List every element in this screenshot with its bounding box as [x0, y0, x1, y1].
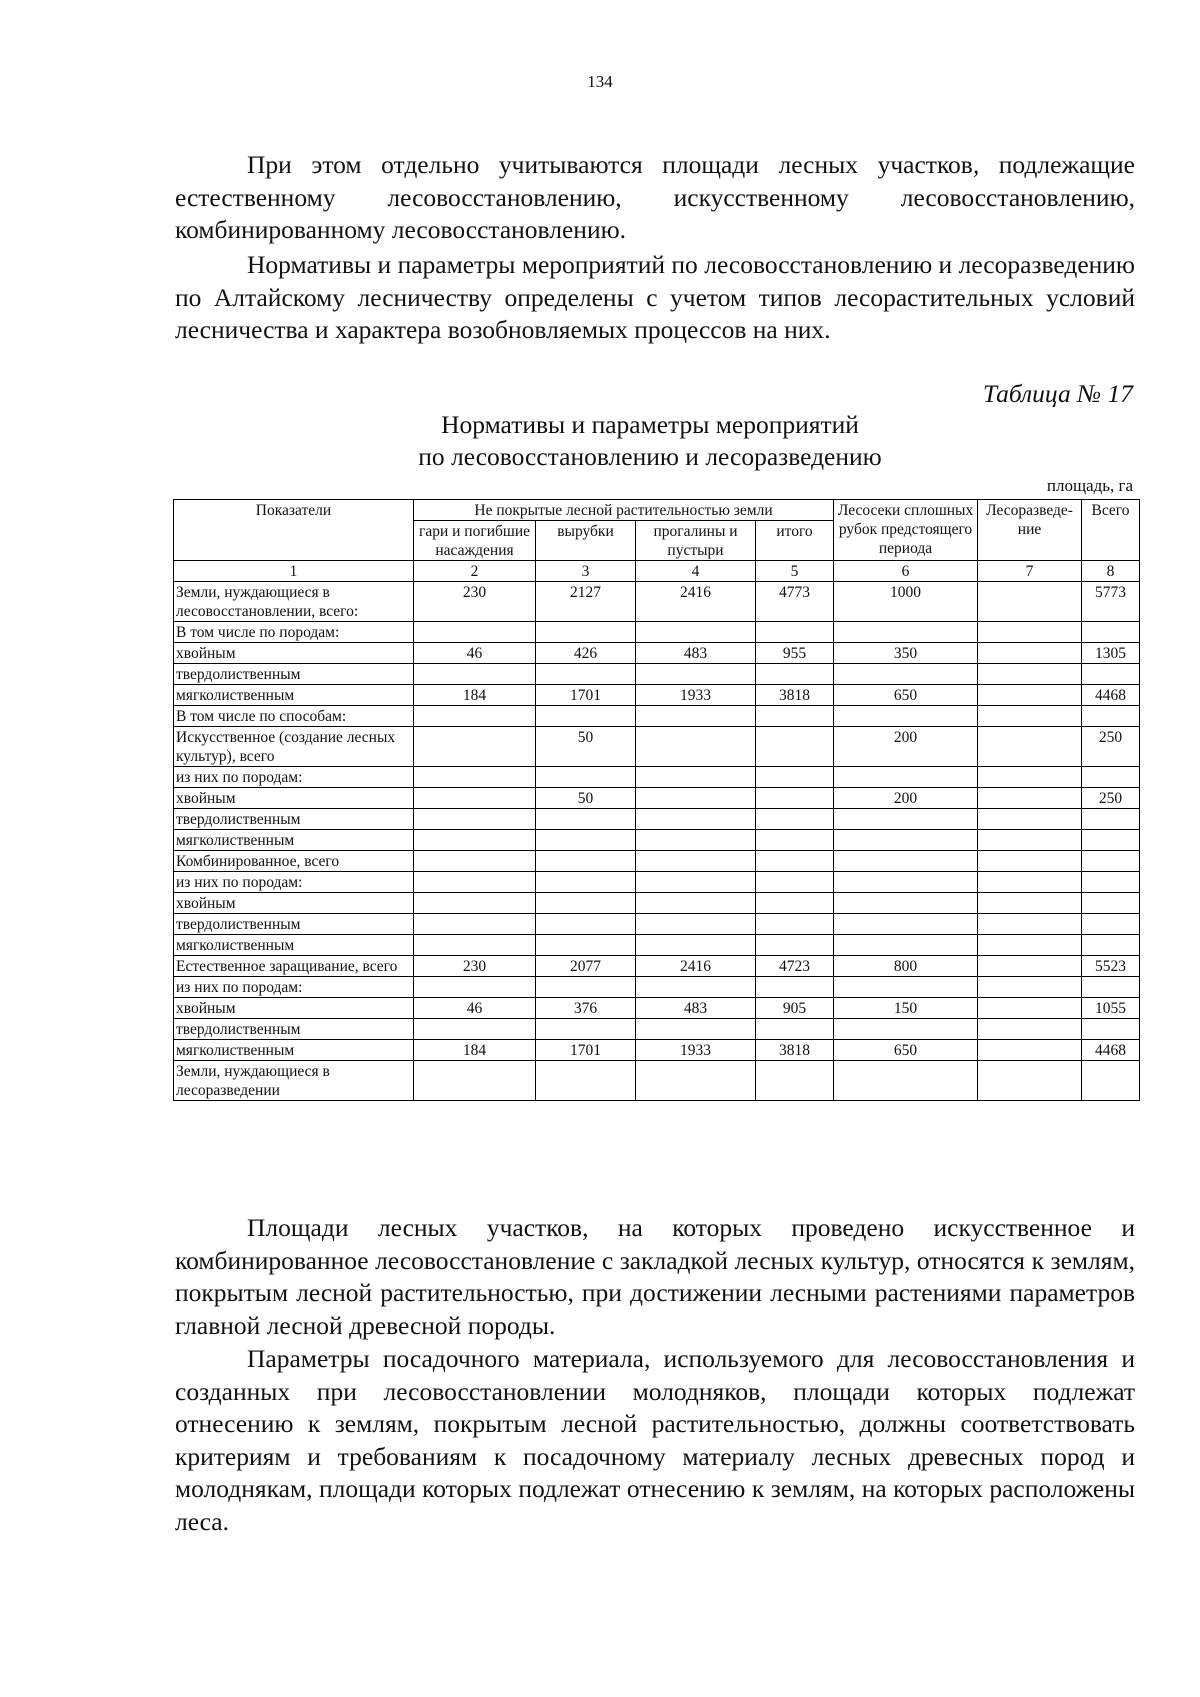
row-value: 2077 [536, 956, 636, 977]
row-label: твердолиственным [174, 809, 414, 830]
row-value: 184 [414, 685, 536, 706]
row-value [1082, 830, 1140, 851]
row-value [414, 872, 536, 893]
row-value [978, 622, 1082, 643]
row-value [536, 1061, 636, 1101]
row-value: 50 [536, 788, 636, 809]
row-value [834, 830, 978, 851]
row-value [978, 643, 1082, 664]
row-value [536, 767, 636, 788]
row-value [756, 893, 834, 914]
column-number: 2 [414, 561, 536, 582]
table-row [174, 977, 1140, 998]
table-row [174, 788, 1140, 809]
row-value [978, 1040, 1082, 1061]
row-value [834, 1019, 978, 1040]
row-value [414, 622, 536, 643]
table-row [174, 767, 1140, 788]
row-label: твердолиственным [174, 914, 414, 935]
row-value: 1933 [636, 685, 756, 706]
row-label: Естественное заращивание, всего [174, 956, 414, 977]
table-row [174, 582, 1140, 622]
row-value [1082, 1061, 1140, 1101]
table-row [174, 685, 1140, 706]
column-number: 4 [636, 561, 756, 582]
row-value [536, 706, 636, 727]
row-value [978, 914, 1082, 935]
table-row [174, 956, 1140, 977]
row-value [756, 788, 834, 809]
row-value [414, 809, 536, 830]
row-value [1082, 977, 1140, 998]
row-value [1082, 914, 1140, 935]
row-label: мягколиственным [174, 685, 414, 706]
row-value [1082, 935, 1140, 956]
table-row [174, 998, 1140, 1019]
table-row [174, 727, 1140, 767]
row-value: 4723 [756, 956, 834, 977]
row-value [756, 851, 834, 872]
row-value [978, 893, 1082, 914]
row-value [1082, 767, 1140, 788]
table-title-line-1: Нормативы и параметры мероприятий [441, 410, 859, 439]
row-label: мягколиственным [174, 830, 414, 851]
row-value [978, 998, 1082, 1019]
row-value [636, 706, 756, 727]
row-value [756, 809, 834, 830]
row-value [636, 1019, 756, 1040]
column-number: 1 [174, 561, 414, 582]
row-value [536, 977, 636, 998]
row-value: 483 [636, 643, 756, 664]
row-value [414, 893, 536, 914]
table-row [174, 622, 1140, 643]
row-value [978, 956, 1082, 977]
row-value: 4468 [1082, 1040, 1140, 1061]
table-row [174, 872, 1140, 893]
row-value [834, 809, 978, 830]
header-glades: прогалины и пустыри [636, 521, 756, 561]
row-value [636, 1061, 756, 1101]
row-value [756, 935, 834, 956]
row-value [414, 935, 536, 956]
row-value [414, 1019, 536, 1040]
table-body [174, 582, 1140, 1101]
row-value [978, 872, 1082, 893]
row-value [978, 706, 1082, 727]
table-title-line-2: по лесовосстановлению и лесоразведению [418, 442, 882, 471]
table-row [174, 664, 1140, 685]
header-total: Всего [1082, 500, 1140, 561]
row-value [536, 622, 636, 643]
page-number: 134 [587, 72, 613, 91]
row-value [978, 664, 1082, 685]
row-label: мягколиственным [174, 935, 414, 956]
paragraph-3: Площади лесных участков, на которых проведено искусственное и комбинированное лесовосстановление с закладкой лесных культур, относятся к землям, покрытым лесной растительностью, при достижении лесными растениями параметров главной лесной древесной породы. [175, 1213, 1135, 1340]
row-value [834, 706, 978, 727]
header-clearcuts: Лесосеки сплошных рубок предстоящего периода [834, 500, 978, 561]
row-label: В том числе по породам: [174, 622, 414, 643]
row-label: Земли, нуждающиеся в лесоразведении [174, 1061, 414, 1101]
row-value: 50 [536, 727, 636, 767]
row-value [636, 893, 756, 914]
row-value [978, 809, 1082, 830]
row-label: хвойным [174, 643, 414, 664]
row-value [636, 809, 756, 830]
column-number: 7 [978, 561, 1082, 582]
header-afforestation: Лесоразведе-ние [978, 500, 1082, 561]
row-value [1082, 706, 1140, 727]
row-value [414, 830, 536, 851]
row-value [756, 830, 834, 851]
row-value [756, 622, 834, 643]
row-value [756, 727, 834, 767]
row-value [414, 977, 536, 998]
row-value: 376 [536, 998, 636, 1019]
row-value [536, 914, 636, 935]
row-value: 483 [636, 998, 756, 1019]
column-number: 6 [834, 561, 978, 582]
table-row [174, 1040, 1140, 1061]
row-label: Комбинированное, всего [174, 851, 414, 872]
row-value [756, 914, 834, 935]
row-value [978, 767, 1082, 788]
paragraph-4: Параметры посадочного материала, используемого для лесовосстановления и созданных при лесовосстановлении молодняков, площади которых подлежат отнесению к землям, покрытым лесной растительностью, должны соответствовать критериям и требованиям к посадочному материалу лесных древесных пород и молоднякам, площади которых подлежат отнесению к землям, на которых расположены леса. [175, 1344, 1135, 1536]
row-value [1082, 622, 1140, 643]
table-row [174, 893, 1140, 914]
row-value [536, 809, 636, 830]
row-value [636, 872, 756, 893]
row-value [536, 830, 636, 851]
row-value [636, 851, 756, 872]
row-value [756, 1061, 834, 1101]
row-value [1082, 1019, 1140, 1040]
row-value [834, 622, 978, 643]
row-value: 200 [834, 727, 978, 767]
row-value: 2416 [636, 956, 756, 977]
row-value [834, 767, 978, 788]
header-indicators: Показатели [174, 500, 414, 561]
column-number: 8 [1082, 561, 1140, 582]
table-row [174, 914, 1140, 935]
table-row [174, 643, 1140, 664]
row-value: 200 [834, 788, 978, 809]
table-unit: площадь, га [1046, 476, 1133, 495]
row-value [978, 977, 1082, 998]
row-value [978, 685, 1082, 706]
row-value [414, 1061, 536, 1101]
row-value [834, 1061, 978, 1101]
row-label: из них по породам: [174, 872, 414, 893]
row-label: из них по породам: [174, 977, 414, 998]
row-value [414, 767, 536, 788]
row-value [834, 914, 978, 935]
row-value [756, 664, 834, 685]
row-value [978, 851, 1082, 872]
row-label: Земли, нуждающиеся в лесовосстановлении, всего: [174, 582, 414, 622]
row-value: 150 [834, 998, 978, 1019]
table-label: Таблица № 17 [982, 379, 1133, 408]
row-value [756, 706, 834, 727]
row-value: 230 [414, 956, 536, 977]
header-burnt: гари и погибшие насаждения [414, 521, 536, 561]
row-value [536, 935, 636, 956]
row-value [536, 1019, 636, 1040]
row-value [414, 851, 536, 872]
header-not-covered: Не покрытые лесной растительностью земли [414, 500, 834, 521]
row-value [834, 977, 978, 998]
row-value: 955 [756, 643, 834, 664]
row-value [414, 664, 536, 685]
row-label: твердолиственным [174, 1019, 414, 1040]
table-row [174, 809, 1140, 830]
row-value: 4468 [1082, 685, 1140, 706]
header-cuttings: вырубки [536, 521, 636, 561]
row-value [636, 664, 756, 685]
row-value [414, 706, 536, 727]
row-value [756, 767, 834, 788]
row-value [834, 851, 978, 872]
row-value [536, 851, 636, 872]
paragraph-1: При этом отдельно учитываются площади лесных участков, подлежащие естественному лесовосстановлению, искусственному лесовосстановлению, комбинированному лесовосстановлению. [175, 150, 1135, 244]
row-value: 2127 [536, 582, 636, 622]
row-value: 426 [536, 643, 636, 664]
row-value [978, 935, 1082, 956]
row-label: твердолиственным [174, 664, 414, 685]
row-value [978, 727, 1082, 767]
row-value: 650 [834, 685, 978, 706]
row-value [756, 1019, 834, 1040]
row-value [1082, 851, 1140, 872]
row-value: 5523 [1082, 956, 1140, 977]
row-value: 905 [756, 998, 834, 1019]
row-value: 350 [834, 643, 978, 664]
row-value [636, 767, 756, 788]
row-value: 46 [414, 643, 536, 664]
row-value [978, 582, 1082, 622]
row-value [636, 830, 756, 851]
row-value [1082, 872, 1140, 893]
measures-table [173, 499, 1140, 1101]
row-label: Искусственное (создание лесных культур), всего [174, 727, 414, 767]
row-value: 1305 [1082, 643, 1140, 664]
row-value: 1701 [536, 1040, 636, 1061]
row-value [536, 893, 636, 914]
row-value [536, 664, 636, 685]
row-value: 3818 [756, 685, 834, 706]
row-value [978, 1019, 1082, 1040]
row-value [636, 788, 756, 809]
row-value: 1933 [636, 1040, 756, 1061]
table-row [174, 830, 1140, 851]
row-value: 184 [414, 1040, 536, 1061]
row-value [636, 914, 756, 935]
row-value: 3818 [756, 1040, 834, 1061]
row-value [414, 914, 536, 935]
row-label: мягколиственным [174, 1040, 414, 1061]
row-value [834, 935, 978, 956]
table-row [174, 1019, 1140, 1040]
row-value [1082, 809, 1140, 830]
row-value: 4773 [756, 582, 834, 622]
row-value [834, 664, 978, 685]
row-value: 2416 [636, 582, 756, 622]
table-row [174, 1061, 1140, 1101]
row-value: 800 [834, 956, 978, 977]
row-value [1082, 893, 1140, 914]
row-value [636, 977, 756, 998]
row-value [414, 788, 536, 809]
row-label: хвойным [174, 893, 414, 914]
row-value: 230 [414, 582, 536, 622]
row-value [756, 977, 834, 998]
row-value: 1701 [536, 685, 636, 706]
row-label: из них по породам: [174, 767, 414, 788]
row-value: 1000 [834, 582, 978, 622]
row-value: 250 [1082, 788, 1140, 809]
row-label: В том числе по способам: [174, 706, 414, 727]
row-value [978, 830, 1082, 851]
row-value [834, 893, 978, 914]
column-number: 5 [756, 561, 834, 582]
table-row [174, 851, 1140, 872]
column-number-row [174, 561, 1140, 582]
row-value [636, 622, 756, 643]
table-row [174, 935, 1140, 956]
row-value [414, 727, 536, 767]
row-value: 1055 [1082, 998, 1140, 1019]
row-value [978, 788, 1082, 809]
table-title [0, 409, 1200, 473]
header-total-sub: итого [756, 521, 834, 561]
row-value: 5773 [1082, 582, 1140, 622]
column-number: 3 [536, 561, 636, 582]
row-value [636, 727, 756, 767]
row-label: хвойным [174, 998, 414, 1019]
row-value: 650 [834, 1040, 978, 1061]
row-value [536, 872, 636, 893]
row-value [636, 935, 756, 956]
paragraph-2: Нормативы и параметры мероприятий по лесовосстановлению и лесоразведению по Алтайскому лесничеству определены с учетом типов лесорастительных условий лесничества и характера возобновляемых процессов на них. [175, 250, 1135, 344]
row-value [834, 872, 978, 893]
row-value [756, 872, 834, 893]
row-value: 250 [1082, 727, 1140, 767]
row-value: 46 [414, 998, 536, 1019]
row-label: хвойным [174, 788, 414, 809]
row-value [1082, 664, 1140, 685]
row-value [978, 1061, 1082, 1101]
table-row [174, 706, 1140, 727]
